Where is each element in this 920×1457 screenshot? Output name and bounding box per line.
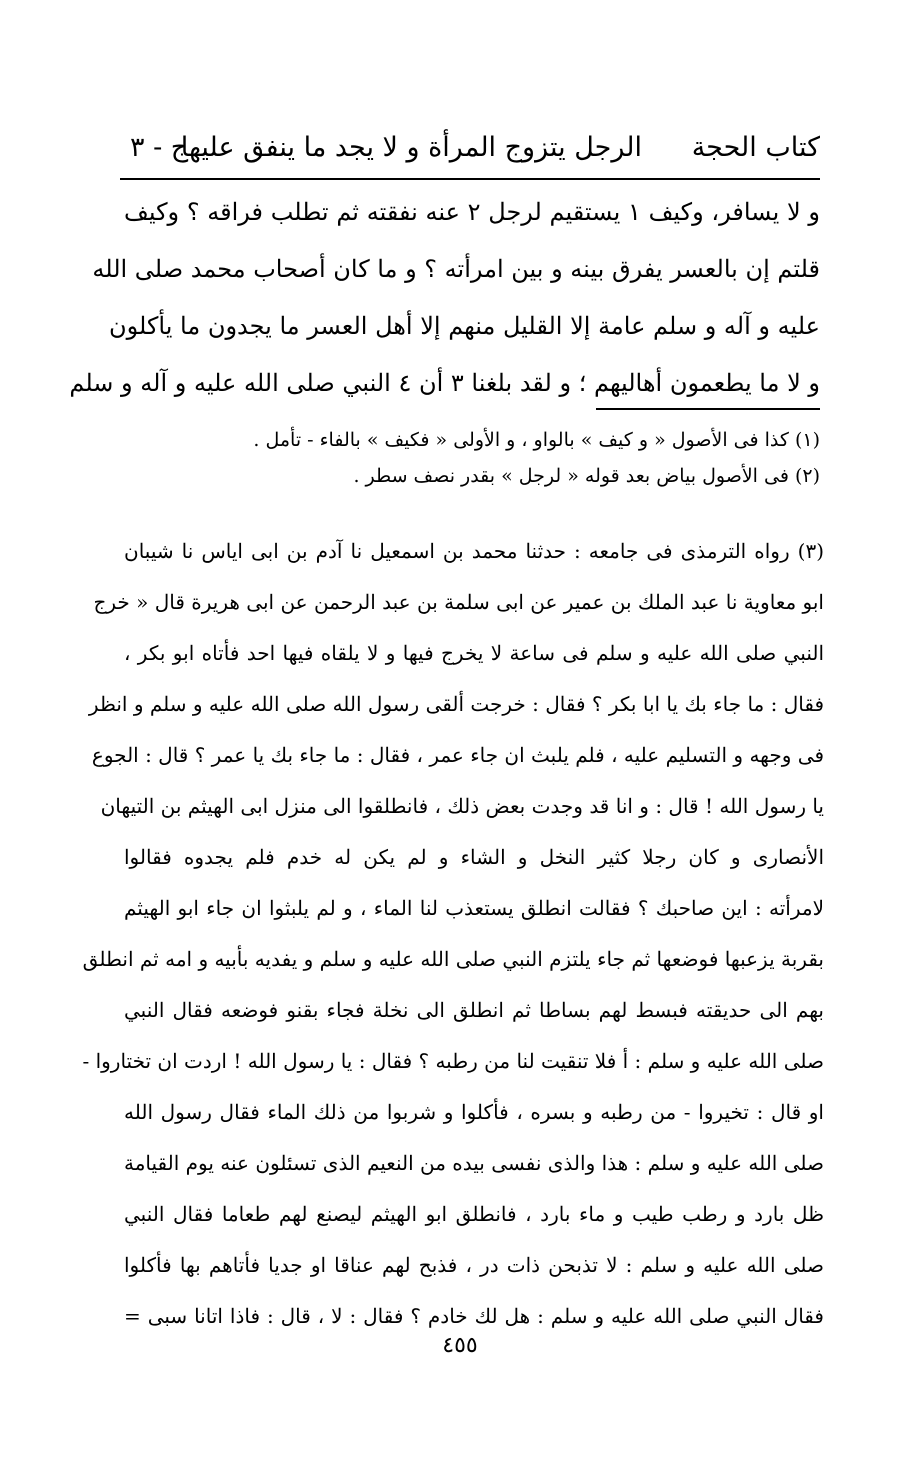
footnote-line: فى وجهه و التسليم عليه ، فلم يلبث ان جاء عمر ، فقال : ما جاء بك يا عمر ؟ قال : الجوع [91, 743, 824, 767]
footnotes [124, 422, 820, 494]
footnote-line: او قال : تخيروا - من رطبه و بسره ، فأكلوا و شربوا من ذلك الماء فقال رسول الله [124, 1100, 824, 1124]
running-header [120, 126, 820, 176]
footnote-line: ابو معاوية نا عبد الملك بن عمير عن ابى سلمة بن عبد الرحمن عن ابى هريرة قال « خرج [93, 590, 824, 614]
text-line: عليه و آله و سلم عامة إلا القليل منهم إلا أهل العسر ما يجدون ما يأكلون [109, 312, 820, 340]
footnote-line: ظل بارد و رطب طيب و ماء بارد ، فانطلق ابو الهيثم ليصنع لهم طعاما فقال النبي [124, 1202, 824, 1226]
footnote-line: صلى الله عليه و سلم : لا تذبحن ذات در ، فذبح لهم عناقا او جديا فأتاهم بها فأكلوا [124, 1253, 824, 1277]
footnote-line: بقربة يزعبها فوضعها ثم جاء يلتزم النبي صلى الله عليه و سلم و يفديه بأبيه و امه ثم انطلق [82, 947, 824, 971]
footnote-line: فقال : ما جاء بك يا ابا بكر ؟ فقال : خرجت ألقى رسول الله صلى الله عليه و سلم و انظر [88, 692, 824, 716]
text-line: و لا ما يطعمون أهاليهم ؛ و لقد بلغنا ٣ أن ٤ النبي صلى الله عليه و آله و سلم [69, 369, 820, 397]
footnote-line: يا رسول الله ! قال : و انا قد وجدت بعض ذلك ، فانطلقوا الى منزل ابى الهيثم بن التيهان [100, 794, 824, 818]
footnote-2: (٢) فى الأصول بياض بعد قوله « لرجل » بقدر نصف سطر . [353, 465, 820, 487]
page-number: ٤٥٥ [442, 1333, 478, 1358]
footnote-line: صلى الله عليه و سلم : أ فلا تنقيت لنا من رطبه ؟ فقال : يا رسول الله ! اردت ان تختاروا - [82, 1049, 824, 1073]
book-title: كتاب الحجة [691, 132, 820, 163]
footnote-line: بهم الى حديقته فبسط لهم بساطا ثم انطلق الى نخلة فجاء بقنو فوضعه فقال النبي [124, 998, 824, 1022]
footnote-line: صلى الله عليه و سلم : هذا والذى نفسى بيده من النعيم الذى تسئلون عنه يوم القيامة [123, 1151, 824, 1175]
footnote-1: (١) كذا فى الأصول « و كيف » بالواو ، و الأولى « فكيف » بالفاء - تأمل . [253, 429, 820, 451]
header-rule [120, 178, 820, 180]
footnote-line: الأنصارى و كان رجلا كثير النخل و الشاء و لم يكن له خدم فلم يجدوه فقالوا [124, 845, 824, 869]
text-line: قلتم إن بالعسر يفرق بينه و بين امرأته ؟ و ما كان أصحاب محمد صلى الله [92, 255, 820, 283]
footnote-line: فقال النبي صلى الله عليه و سلم : هل لك خادم ؟ فقال : لا ، قال : فاذا اتانا سبى = [124, 1304, 824, 1328]
chapter-title: الرجل يتزوج المرأة و لا يجد ما ينفق عليها [180, 132, 642, 163]
footnote-line: النبي صلى الله عليه و سلم فى ساعة لا يخرج فيها و لا يلقاه فيها احد فأتاه ابو بكر ، [124, 641, 824, 665]
main-text [69, 184, 820, 412]
footnote-line: (٣) رواه الترمذى فى جامعه : حدثنا محمد بن اسمعيل نا آدم بن ابى اياس نا شيبان [124, 539, 824, 563]
text-line: و لا يسافر، وكيف ١ يستقيم لرجل ٢ عنه نفقته ثم تطلب فراقه ؟ وكيف [124, 198, 820, 226]
footnote-separator [596, 408, 820, 410]
volume-number: ج - ٣ [130, 132, 189, 163]
footnote-line: لامرأته : اين صاحبك ؟ فقالت انطلق يستعذب لنا الماء ، و لم يلبثوا ان جاء ابو الهيثم [124, 896, 824, 920]
footnote-3 [82, 526, 824, 1342]
